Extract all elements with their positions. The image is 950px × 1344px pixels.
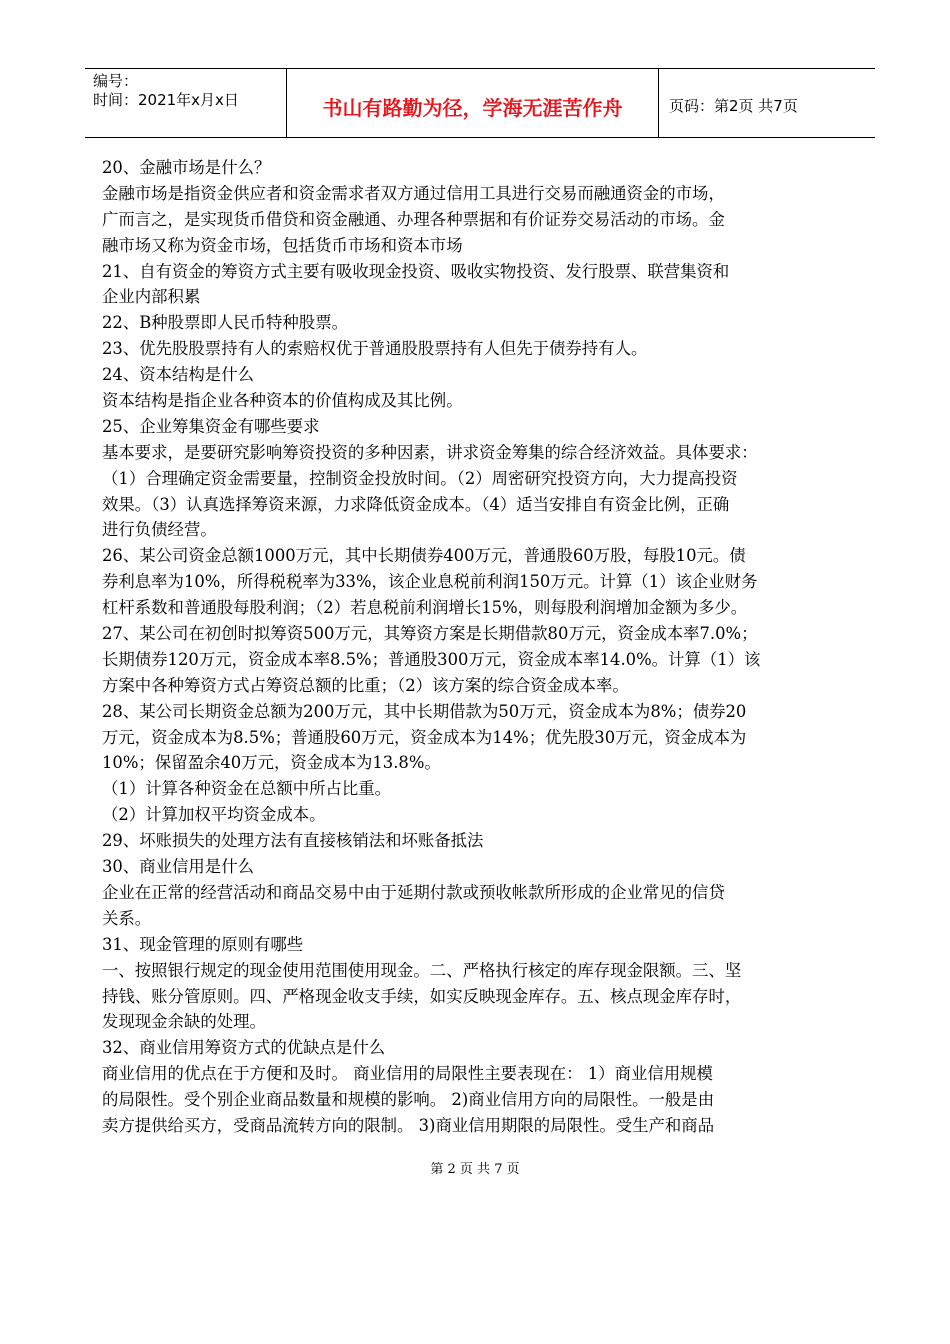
header-motto: 书山有路勤为径，学海无涯苦作舟 [322,96,623,120]
body-text-line: 进行负债经营。 [102,520,217,540]
body-text-line: 22、B种股票即人民币特种股票。 [102,313,348,333]
body-text-line: 持钱、账分管原则。四、严格现金收支手续，如实反映现金库存。五、核点现金库存时， [102,986,742,1006]
body-text-line: 金融市场是指资金供应者和资金需求者双方通过信用工具进行交易而融通资金的市场， [102,183,725,203]
body-text-line: 10%；保留盈余40万元，资金成本为13.8%。 [102,753,441,773]
header-meta-cell [85,69,287,137]
body-text-line: 企业内部积累 [102,287,201,307]
body-text-line: 24、资本结构是什么 [102,365,254,385]
body-text-line: 31、现金管理的原则有哪些 [102,934,304,954]
body-text-line: 商业信用的优点在于方便和及时。 商业信用的局限性主要表现在： 1）商业信用规模 [102,1064,713,1084]
body-text-line: 万元，资金成本为8.5%；普通股60万元，资金成本为14%；优先股30万元，资金成本为 [102,727,747,747]
body-text-line: 方案中各种筹资方式占筹资总额的比重；（2）该方案的综合资金成本率。 [102,675,629,695]
body-text-line: 的局限性。受个别企业商品数量和规模的影响。 2)商业信用方向的局限性。一般是由 [102,1090,715,1110]
body-text-line: 卖方提供给买方，受商品流转方向的限制。 3)商业信用期限的局限性。受生产和商品 [102,1115,715,1135]
body-text-line: 发现现金余缺的处理。 [102,1012,266,1032]
body-text-line: 效果。（3）认真选择筹资来源，力求降低资金成本。（4）适当安排自有资金比例，正确 [102,494,730,514]
body-text-line: 广而言之，是实现货币借贷和资金融通、办理各种票据和有价证券交易活动的市场。金 [102,209,725,229]
body-text-line: 29、坏账损失的处理方法有直接核销法和坏账备抵法 [102,831,484,851]
body-text-line: 23、优先股股票持有人的索赔权优于普通股股票持有人但先于债券持有人。 [102,339,648,359]
body-text-line: 券利息率为10%，所得税税率为33%，该企业息税前利润150万元。计算（1）该企业财务 [102,572,758,592]
body-text-line: 25、企业筹集资金有哪些要求 [102,416,320,436]
header-page-cell [660,69,875,137]
body-text-line: 26、某公司资金总额1000万元，其中长期债券400万元，普通股60万股，每股10元。债 [102,546,746,566]
page-header [85,68,875,138]
page-footer: 第 2 页 共 7 页 [430,1162,520,1177]
body-text-line: （1）计算各种资金在总额中所占比重。 [102,779,392,799]
body-text-line: （2）计算加权平均资金成本。 [102,805,326,825]
body-text-line: 长期债券120万元，资金成本率8.5%；普通股300万元，资金成本率14.0%。计算（1）该 [102,649,761,669]
body-text-line: （1）合理确定资金需要量，控制资金投放时间。（2）周密研究投资方向，大力提高投资 [102,468,738,488]
header-page-info: 页码：第2页 共7页 [669,97,798,115]
document-date-label: 时间：2021年x月x日 [93,91,239,109]
document-body [102,155,860,1139]
body-text-line: 基本要求，是要研究影响筹资投资的多种因素，讲求资金筹集的综合经济效益。具体要求： [102,442,758,462]
body-text-line: 30、商业信用是什么 [102,857,254,877]
body-text-line: 20、金融市场是什么？ [102,158,271,177]
body-text-line: 企业在正常的经营活动和商品交易中由于延期付款或预收帐款所形成的企业常见的信贷 [102,882,725,902]
body-text-line: 关系。 [102,908,152,928]
body-text-line: 资本结构是指企业各种资本的价值构成及其比例。 [102,391,463,411]
body-text-line: 21、自有资金的筹资方式主要有吸收现金投资、吸收实物投资、发行股票、联营集资和 [102,261,730,281]
body-text-line: 杠杆系数和普通股每股利润；（2）若息税前利润增长15%，则每股利润增加金额为多少。 [102,598,748,618]
body-text-line: 一、按照银行规定的现金使用范围使用现金。二、严格执行核定的库存现金限额。三、坚 [102,960,742,980]
body-text-line: 27、某公司在初创时拟筹资500万元，其筹资方案是长期借款80万元，资金成本率7.0%； [102,624,758,644]
body-text-line: 32、商业信用筹资方式的优缺点是什么 [102,1038,386,1058]
header-motto-cell [287,69,659,137]
body-text-line: 融市场又称为资金市场，包括货币市场和资本市场 [102,235,463,255]
document-number-label: 编号： [93,72,139,90]
body-text-line: 28、某公司长期资金总额为200万元，其中长期借款为50万元，资金成本为8%；债券20 [102,701,747,721]
